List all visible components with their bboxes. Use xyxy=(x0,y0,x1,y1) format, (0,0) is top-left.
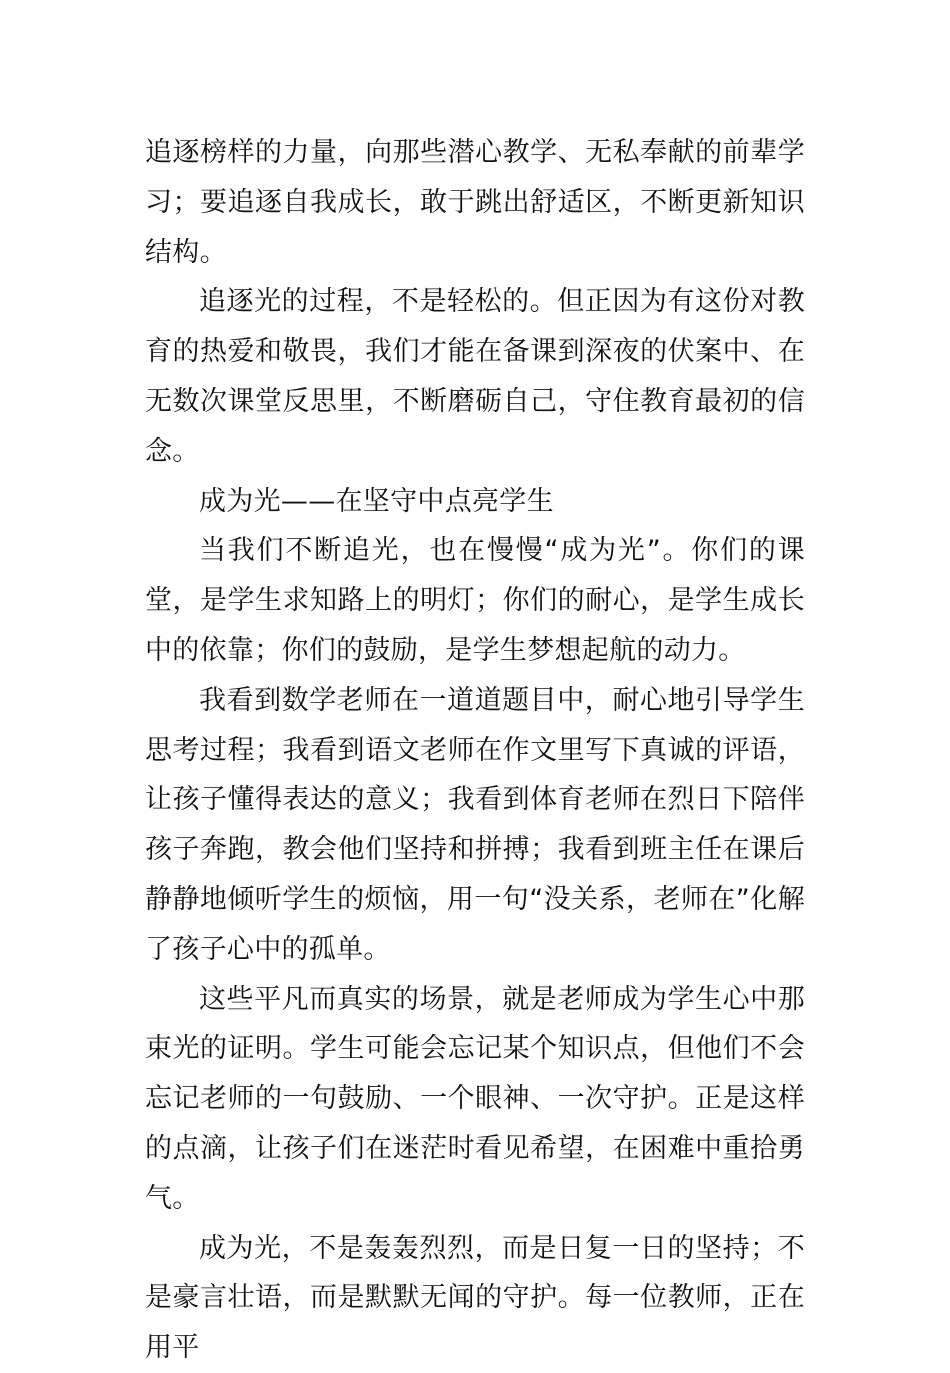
paragraph-3: 当我们不断追光，也在慢慢“成为光”。你们的课堂，是学生求知路上的明灯；你们的耐心，是学生成长中的依靠；你们的鼓励，是学生梦想起航的动力。 xyxy=(145,535,805,666)
paragraph-1: 追逐榜样的力量，向那些潜心教学、无私奉献的前辈学习；要追逐自我成长，敢于跳出舒适区，不断更新知识结构。 xyxy=(145,137,805,268)
section-heading: 成为光——在坚守中点亮学生 xyxy=(199,485,554,517)
paragraph-5: 这些平凡而真实的场景，就是老师成为学生心中那束光的证明。学生可能会忘记某个知识点，但他们不会忘记老师的一句鼓励、一个眼神、一次守护。正是这样的点滴，让孩子们在迷茫时看见希望，在困难中重拾勇气。 xyxy=(145,983,805,1214)
document-page xyxy=(145,128,805,1373)
paragraph-4: 我看到数学老师在一道道题目中，耐心地引导学生思考过程；我看到语文老师在作文里写下真诚的评语，让孩子懂得表达的意义；我看到体育老师在烈日下陪伴孩子奔跑，教会他们坚持和拼搏；我看到班主任在课后静静地倾听学生的烦恼，用一句“没关系，老师在”化解了孩子心中的孤单。 xyxy=(145,684,805,965)
paragraph-6: 成为光，不是轰轰烈烈，而是日复一日的坚持；不是豪言壮语，而是默默无闻的守护。每一位教师，正在用平 xyxy=(145,1232,805,1364)
paragraph-2: 追逐光的过程，不是轻松的。但正因为有这份对教育的热爱和敬畏，我们才能在备课到深夜的伏案中、在无数次课堂反思里，不断磨砺自己，守住教育最初的信念。 xyxy=(145,286,805,467)
